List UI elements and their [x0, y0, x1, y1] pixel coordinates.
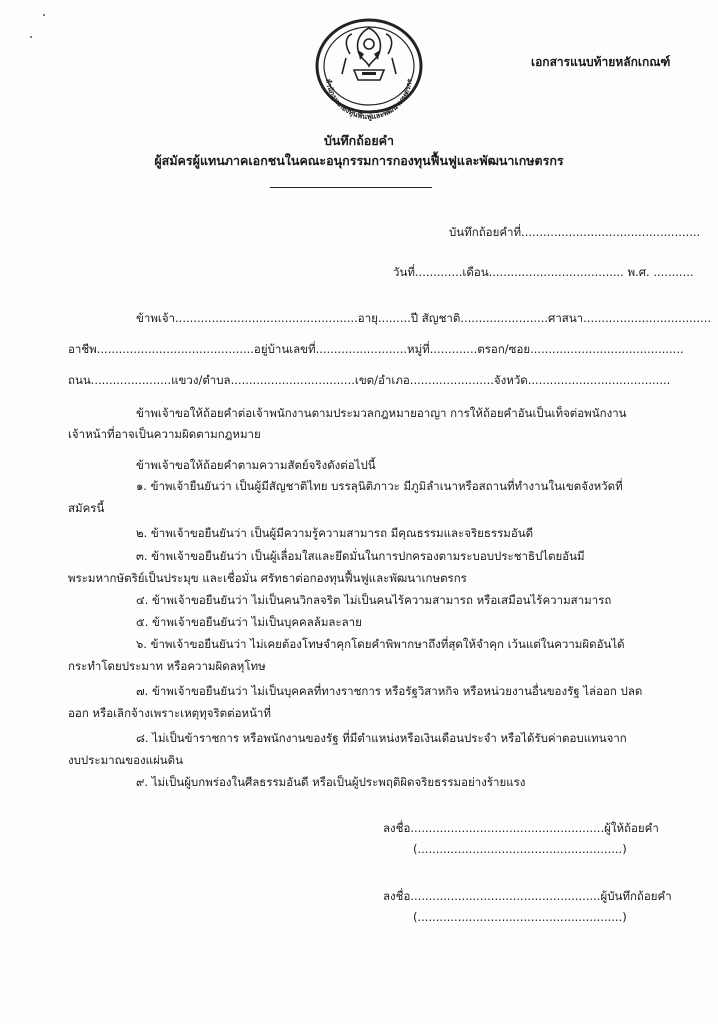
statement-5-line-1: ๕. ข้าพเจ้าขอยืนยันว่า ไม่เป็นบุคคลล้มละลาย: [136, 615, 362, 629]
attachment-label: เอกสารแนบท้ายหลักเกณฑ์: [531, 55, 671, 69]
agency-seal-logo: [306, 14, 432, 122]
statement-4-line-1: ๔. ข้าพเจ้าขอยืนยันว่า ไม่เป็นคนวิกลจริต ไม่เป็นคนไร้ความสามารถ หรือเสมือนไร้ความสามารถ: [136, 593, 612, 607]
statement-6-line-1: ๖. ข้าพเจ้าขอยืนยันว่า ไม่เคยต้องโทษจำคุกโดยคำพิพากษาถึงที่สุดให้จำคุก เว้นแต่ในความผิดอันได้: [136, 637, 625, 651]
statement-3-line-2: พระมหากษัตริย์เป็นประมุข และเชื่อมั่น ศรัทธาต่อกองทุนฟื้นฟูและพัฒนาเกษตรกร: [68, 571, 467, 585]
title-underline: [270, 187, 432, 188]
intro-line-2: เจ้าหน้าที่อาจเป็นความผิดตามกฎหมาย: [68, 427, 261, 441]
personal-info-line-3: ถนน......................แขวง/ตำบล..................................เขต/อำเภอ.......................จังหวัด.......................................: [68, 373, 671, 387]
personal-info-line-2: อาชีพ...........................................อยู่บ้านเลขที่.........................หมู่ที่.............ตรอก/ซอย..........................................: [68, 342, 684, 356]
statement-8-line-1: ๘. ไม่เป็นข้าราชการ หรือพนักงานของรัฐ ที่มีตำแหน่งหรือเงินเดือนประจำ หรือได้รับค่าตอบแทนจาก: [136, 731, 627, 745]
signature-giver-name: (........................................................): [413, 842, 627, 856]
statement-6-line-2: กระทำโดยประมาท หรือความผิดลหุโทษ: [68, 659, 266, 673]
scan-speck: [43, 14, 45, 16]
signature-recorder-line: ลงชื่อ....................................................ผู้บันทึกถ้อยคำ: [383, 889, 672, 903]
statement-1-line-1: ๑. ข้าพเจ้ายืนยันว่า เป็นผู้มีสัญชาติไทย บรรลุนิติภาวะ มีภูมิลำเนาหรือสถานที่ทำงานในเขตจังหวัดที่: [136, 479, 623, 493]
document-title: บันทึกถ้อยคำ: [323, 133, 395, 148]
personal-info-line-1: ข้าพเจ้า..................................................อายุ.........ปี สัญชาติ........................ศาสนา...................................: [136, 311, 712, 325]
statement-7-line-2: ออก หรือเลิกจ้างเพราะเหตุทุจริตต่อหน้าที่: [68, 706, 271, 720]
statement-7-line-1: ๗. ข้าพเจ้าขอยืนยันว่า ไม่เป็นบุคคลที่ทางราชการ หรือรัฐวิสาหกิจ หรือหน่วยงานอื่นของรัฐ ไล่ออก ปลด: [136, 684, 643, 698]
record-date-line: วันที่.............เดือน..................................... พ.ศ. ...........: [393, 265, 694, 279]
statement-1-line-2: สมัครนี้: [68, 501, 105, 515]
truth-statement: ข้าพเจ้าขอให้ถ้อยคำตามความสัตย์จริงดังต่อไปนี้: [136, 458, 376, 472]
statement-9-line-1: ๙. ไม่เป็นผู้บกพร่องในศีลธรรมอันดี หรือเป็นผู้ประพฤติผิดจริยธรรมอย่างร้ายแรง: [136, 775, 526, 789]
statement-3-line-1: ๓. ข้าพเจ้าขอยืนยันว่า เป็นผู้เลื่อมใสและยึดมั่นในการปกครองตามระบอบประชาธิปไตยอันมี: [136, 549, 585, 563]
statement-2-line-1: ๒. ข้าพเจ้าขอยืนยันว่า เป็นผู้มีความรู้ความสามารถ มีคุณธรรมและจริยธรรมอันดี: [136, 526, 534, 540]
svg-text:สำนักงานกองทุนฟื้นฟูและพัฒนาเก: [324, 78, 414, 122]
record-number-line: บันทึกถ้อยคำที่.................................................: [449, 225, 701, 239]
signature-giver-line: ลงชื่อ.....................................................ผู้ให้ถ้อยคำ: [383, 821, 659, 835]
document-subtitle: ผู้สมัครผู้แทนภาคเอกชนในคณะอนุกรรมการกองทุนฟื้นฟูและพัฒนาเกษตรกร: [154, 153, 564, 168]
statement-8-line-2: งบประมาณของแผ่นดิน: [68, 753, 183, 767]
intro-line-1: ข้าพเจ้าขอให้ถ้อยคำต่อเจ้าพนักงานตามประมวลกฎหมายอาญา การให้ถ้อยคำอันเป็นเท็จต่อพนักงาน: [136, 406, 627, 420]
scan-speck: [30, 36, 32, 38]
seal-text: สำนักงานกองทุนฟื้นฟูและพัฒนาเกษตรกร: [323, 77, 414, 122]
signature-recorder-name: (........................................................): [413, 910, 627, 924]
